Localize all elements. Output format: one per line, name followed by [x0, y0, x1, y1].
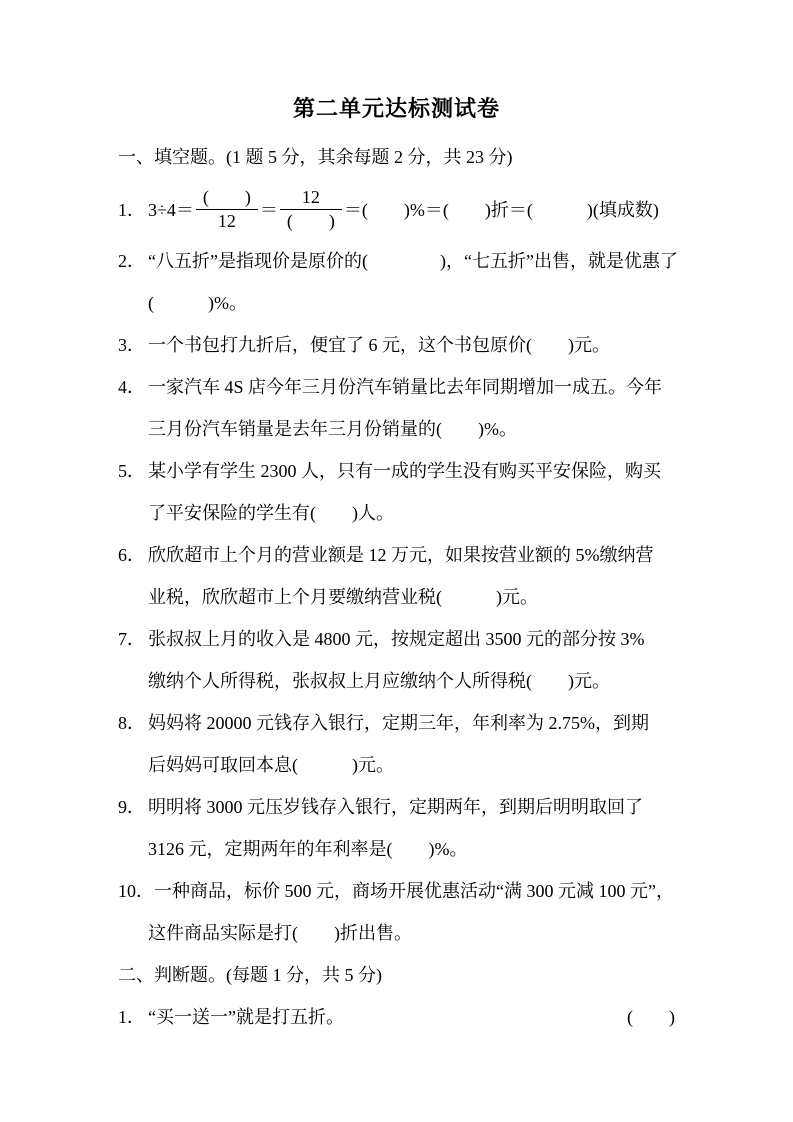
question-text: 欣欣超市上个月的营业额是 12 万元，如果按营业额的 5%缴纳营	[148, 545, 654, 565]
question-2-line-2	[118, 282, 675, 324]
fraction-denominator: 12	[217, 210, 236, 231]
question-text: 三月份汽车销量是去年三月份销量的( )%。	[148, 419, 517, 439]
question-10-line-2	[118, 912, 675, 954]
question-number: 10．	[118, 881, 154, 901]
question-text: 一家汽车 4S 店今年三月份汽车销量比去年同期增加一成五。今年	[148, 377, 663, 397]
question-text: 一种商品，标价 500 元，商场开展优惠活动“满 300 元减 100 元”，	[154, 881, 674, 901]
question-number: 4．	[118, 377, 145, 397]
equals-sign: ＝	[259, 200, 278, 220]
question-6-line-2	[118, 576, 675, 618]
question-7-line-2	[118, 660, 675, 702]
question-text: 一个书包打九折后，便宜了 6 元，这个书包原价( )元。	[148, 335, 610, 355]
question-number: 6．	[118, 545, 145, 565]
question-number: 8．	[118, 713, 145, 733]
question-9-line-1	[118, 786, 675, 828]
question-number: 1．	[118, 200, 145, 220]
question-text: 明明将 3000 元压岁钱存入银行，定期两年，到期后明明取回了	[148, 797, 643, 817]
question-4-line-2	[118, 408, 675, 450]
question-1-prefix: 3÷4＝	[148, 200, 194, 220]
question-text: “买一送一”就是打五折。	[148, 1007, 344, 1027]
question-text: 缴纳个人所得税，张叔叔上月应缴纳个人所得税( )元。	[148, 671, 610, 691]
question-3-line-1	[118, 324, 675, 366]
question-text: 了平安保险的学生有( )人。	[148, 503, 394, 523]
fraction-numerator: ( )	[196, 186, 258, 210]
question-8-line-1	[118, 702, 675, 744]
judge-question-text-wrap	[118, 996, 344, 1038]
question-number: 7．	[118, 629, 145, 649]
question-9-line-2	[118, 828, 675, 870]
section-1-heading: 一、填空题。(1 题 5 分，其余每题 2 分，共 23 分)	[118, 147, 513, 167]
question-number: 3．	[118, 335, 145, 355]
fraction-denominator: ( )	[286, 210, 335, 231]
question-5-line-1	[118, 450, 675, 492]
fraction-numerator: 12	[280, 186, 342, 210]
question-text: 某小学有学生 2300 人，只有一成的学生没有购买平安保险，购买	[148, 461, 661, 481]
question-6-line-1	[118, 534, 675, 576]
question-text: 妈妈将 20000 元钱存入银行，定期三年，年利率为 2.75%，到期	[148, 713, 649, 733]
question-1	[118, 178, 675, 240]
question-text: 这件商品实际是打( )折出售。	[148, 923, 412, 943]
question-7-line-1	[118, 618, 675, 660]
fraction-12-over-blank	[280, 186, 342, 233]
question-10-line-1	[118, 870, 675, 912]
judge-question-1	[118, 996, 675, 1038]
question-text: “八五折”是指现价是原价的( )，“七五折”出售，就是优惠了	[148, 251, 678, 271]
question-number: 1．	[118, 1007, 145, 1027]
question-text: 业税，欣欣超市上个月要缴纳营业税( )元。	[148, 587, 538, 607]
question-text: 张叔叔上月的收入是 4800 元，按规定超出 3500 元的部分按 3%	[148, 629, 645, 649]
question-number: 5．	[118, 461, 145, 481]
page-title: 第二单元达标测试卷	[292, 96, 500, 121]
section-2-heading: 二、判断题。(每题 1 分，共 5 分)	[118, 965, 382, 985]
question-5-line-2	[118, 492, 675, 534]
question-text: ( )%。	[148, 293, 247, 313]
question-4-line-1	[118, 366, 675, 408]
question-number: 2．	[118, 251, 145, 271]
question-text: 后妈妈可取回本息( )元。	[148, 755, 394, 775]
question-text: 3126 元，定期两年的年利率是( )%。	[148, 839, 468, 859]
fraction-blank-over-12	[196, 186, 258, 233]
question-number: 9．	[118, 797, 145, 817]
answer-blank: ( )	[627, 1007, 675, 1027]
question-8-line-2	[118, 744, 675, 786]
question-2-line-1	[118, 240, 678, 282]
question-1-suffix: ＝( )%＝( )折＝( )(填成数)	[343, 200, 659, 220]
